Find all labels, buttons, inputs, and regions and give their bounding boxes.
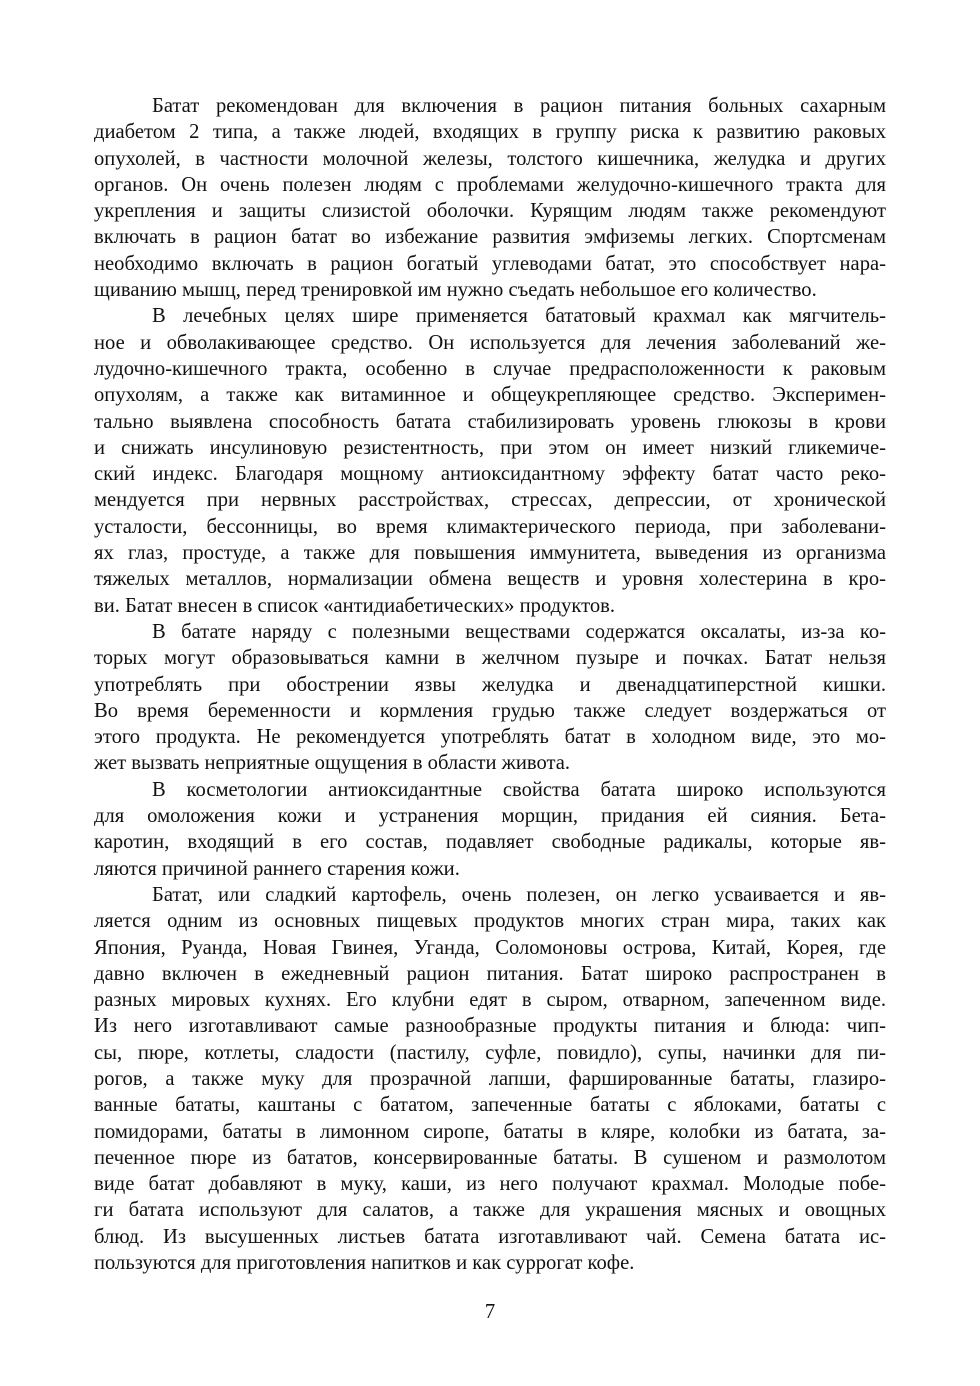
text-line: разных мировых кухнях. Его клубни едят в сыром, отварном, запеченном виде. [94,989,886,1012]
text-line: В косметологии антиоксидантные свойства батата широко используются [152,778,886,801]
text-line: Батат, или сладкий картофель, очень полезен, он легко усваивается и яв- [152,883,886,906]
text-line: Из него изготавливают самые разнообразные продукты питания и блюда: чип- [94,1015,886,1038]
text-line: В лечебных целях шире применяется бататовый крахмал как мягчитель- [152,305,886,328]
body-text [94,93,886,1276]
text-line: употреблять при обострении язвы желудка и двенадцатиперстной кишки. [94,673,886,696]
paragraph [94,777,886,882]
text-line: сы, пюре, котлеты, сладости (пастилу, суфле, повидло), супы, начинки для пи- [94,1041,886,1064]
paragraph [94,619,886,777]
text-line: органов. Он очень полезен людям с проблемами желудочно-кишечного тракта для [94,173,886,196]
text-line: блюд. Из высушенных листьев батата изготавливают чай. Семена батата ис- [94,1225,886,1248]
text-line: ви. Батат внесен в список «антидиабетических» продуктов. [94,594,616,617]
text-line: каротин, входящий в его состав, подавляет свободные радикалы, которые яв- [94,831,886,854]
text-line: тяжелых металлов, нормализации обмена веществ и уровня холестерина в кро- [94,568,886,591]
text-line: ляются причиной раннего старения кожи. [94,857,460,880]
text-line: пользуются для приготовления напитков и как суррогат кофе. [94,1252,635,1275]
text-line: опухолей, в частности молочной железы, толстого кишечника, желудка и других [94,147,886,170]
text-line: ский индекс. Благодаря мощному антиоксидантному эффекту батат часто реко- [94,463,886,486]
text-line: жет вызвать неприятные ощущения в области живота. [94,752,571,775]
text-line: торых могут образовываться камни в желчном пузыре и почках. Батат нельзя [94,647,886,670]
text-line: ванные бататы, каштаны с бататом, запеченные бататы с яблоками, бататы с [94,1094,886,1117]
text-line: этого продукта. Не рекомендуется употреблять батат в холодном виде, это мо- [94,726,886,749]
text-line: для омоложения кожи и устранения морщин, придания ей сияния. Бета- [94,805,886,828]
text-line: усталости, бессонницы, во время климактерического периода, при заболевани- [94,515,886,538]
text-line: давно включен в ежедневный рацион питания. Батат широко распространен в [94,962,886,985]
text-line: ги батата используют для салатов, а также для украшения мясных и овощных [94,1199,886,1222]
text-line: В батате наряду с полезными веществами содержатся оксалаты, из-за ко- [152,620,886,643]
text-line: необходимо включать в рацион богатый углеводами батат, это способствует нара- [94,252,886,275]
text-line: и снижать инсулиновую резистентность, при этом он имеет низкий гликемиче- [94,436,886,459]
text-line: рогов, а также муку для прозрачной лапши, фаршированные бататы, глазиро- [94,1067,886,1090]
paragraph [94,303,886,619]
text-line: виде батат добавляют в муку, каши, из него получают крахмал. Молодые побе- [94,1173,886,1196]
text-line: лудочно-кишечного тракта, особенно в случае предрасположенности к раковым [94,357,886,380]
text-line: диабетом 2 типа, а также людей, входящих в группу риска к развитию раковых [94,121,886,144]
text-line: тально выявлена способность батата стабилизировать уровень глюкозы в крови [94,410,886,433]
text-line: ное и обволакивающее средство. Он используется для лечения заболеваний же- [94,331,886,354]
paragraph [94,882,886,1276]
text-line: помидорами, бататы в лимонном сиропе, бататы в кляре, колобки из батата, за- [94,1120,886,1143]
text-line: Япония, Руанда, Новая Гвинея, Уганда, Соломоновы острова, Китай, Корея, где [94,936,886,959]
text-line: Батат рекомендован для включения в рацион питания больных сахарным [152,95,886,117]
text-line: опухолям, а также как витаминное и общеукрепляющее средство. Эксперимен- [94,384,886,407]
text-line: Во время беременности и кормления грудью также следует воздержаться от [94,699,886,722]
text-line: мендуется при нервных расстройствах, стрессах, депрессии, от хронической [94,489,886,512]
text-line: ях глаз, простуде, а также для повышения иммунитета, выведения из организма [94,542,886,565]
text-line: укрепления и защиты слизистой оболочки. Курящим людям также рекомендуют [94,200,886,223]
text-line: включать в рацион батат во избежание развития эмфиземы легких. Спортсменам [94,226,886,249]
text-line: щиванию мышц, перед тренировкой им нужно съедать небольшое его количество. [94,279,817,302]
text-line: печенное пюре из бататов, консервированные бататы. В сушеном и размолотом [94,1146,886,1169]
page-number: 7 [484,1301,496,1323]
paragraph [94,93,886,303]
text-line: ляется одним из основных пищевых продуктов многих стран мира, таких как [94,910,886,933]
